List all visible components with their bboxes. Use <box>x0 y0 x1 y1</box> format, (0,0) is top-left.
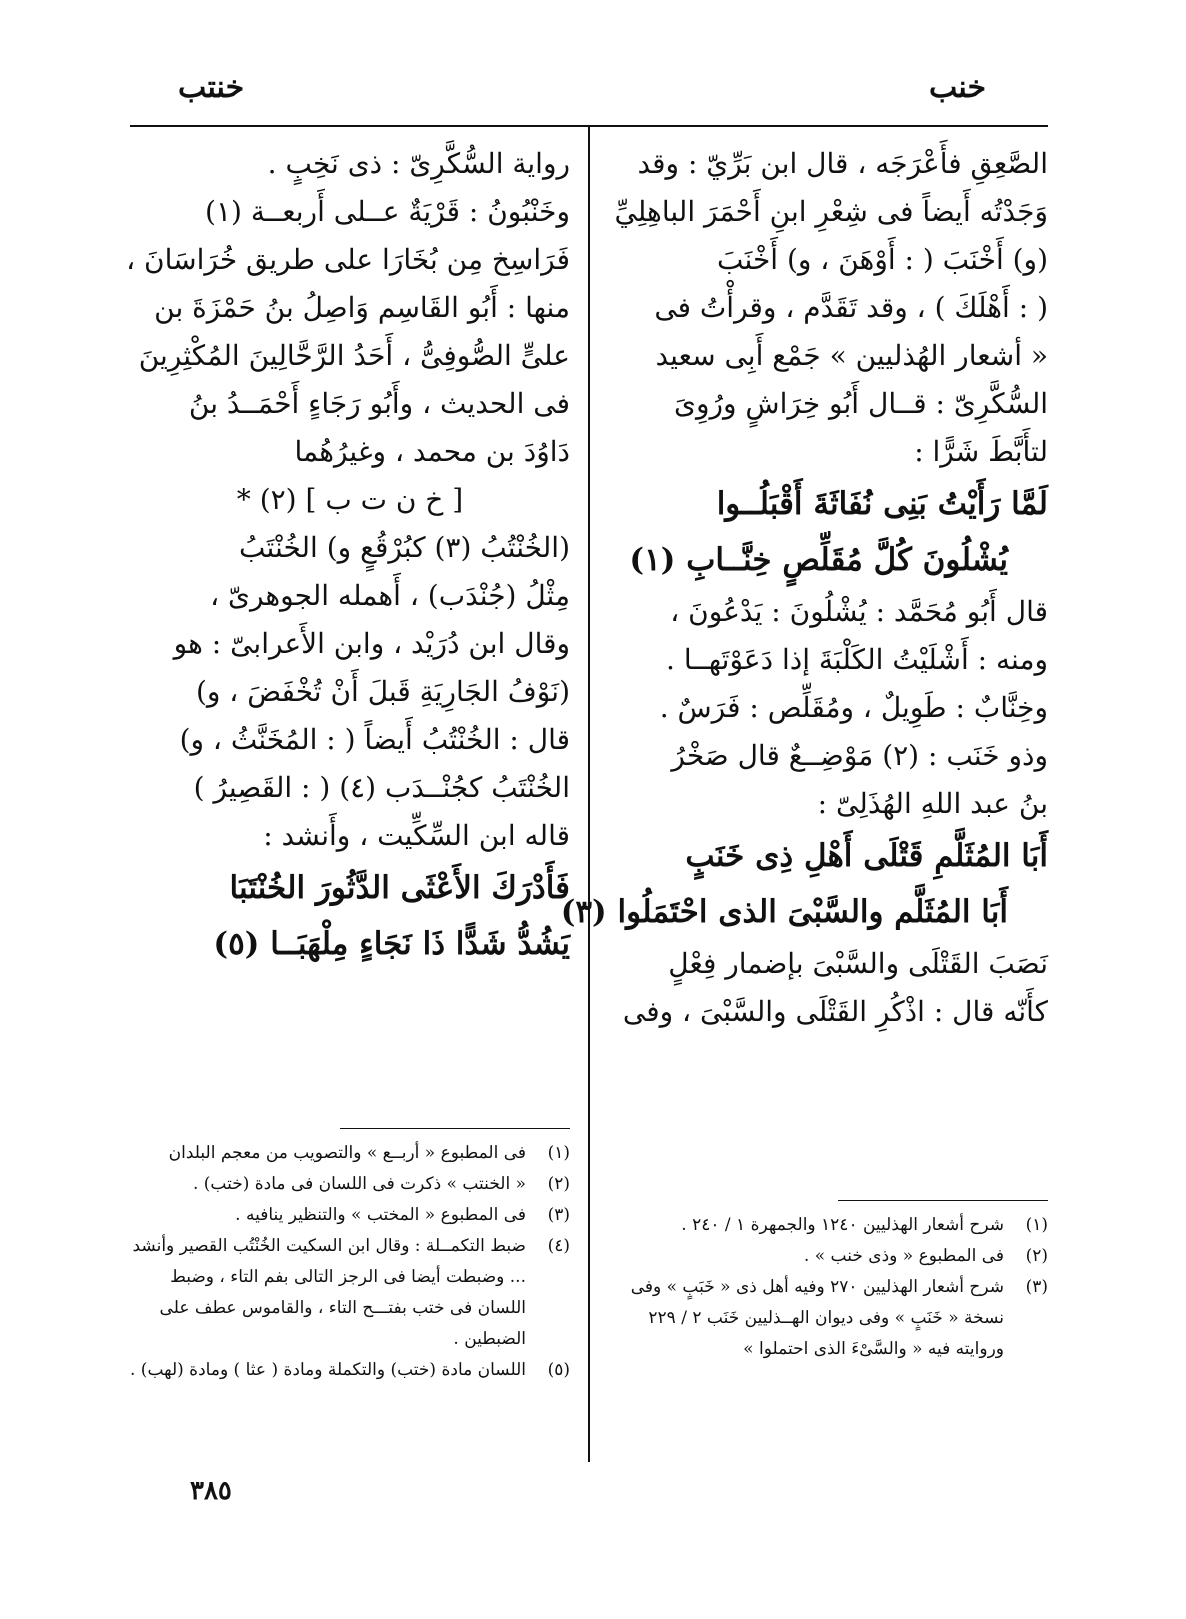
verse-line: لَمَّا رَأَيْتُ بَنِى نُفَاثَةَ أَقْبَلُــوا <box>716 486 1048 522</box>
footnote <box>612 1272 1048 1365</box>
column-divider <box>588 127 590 1462</box>
text-line: وخِنَّابٌ : طَوِيلٌ ، ومُقَلِّص : فَرَسٌ . <box>659 691 1048 724</box>
footnote <box>130 1169 570 1200</box>
footnote-rule-left <box>340 1128 570 1129</box>
text-line: (الخُنْتُبُ (٣) كبُرْقُعٍ و) الخُنْتَبُ <box>239 531 570 564</box>
text-line: (و) أَخْنَبَ ( : أَوْهَنَ ، و) أَخْنَبَ <box>717 243 1048 276</box>
footnotes-left <box>130 1138 570 1386</box>
running-header-right: خنب <box>928 70 986 105</box>
text-line: لتأَبَّطَ شَرًّا : <box>914 435 1048 468</box>
footnote-text: ضبط التكمــلة : وقال ابن السكيت الخُنْتُب القصير وأنشد ... وضبطت أيضا فى الرجز التالى بفم التاء ، وضبط اللسان فى ختب بفتـــح التاء ، والقاموس عطف على الضبطين . <box>132 1236 526 1349</box>
footnote-text: فى المطبوع « أربــع » والتصويب من معجم البلدان <box>168 1143 526 1163</box>
footnote-number: (١) <box>1025 1215 1048 1235</box>
footnote-number: (٣) <box>1025 1277 1048 1297</box>
text-line: الصَّعِقِ فأَعْرَجَه ، قال ابن بَرِّيّ : وقد <box>637 147 1048 180</box>
footnotes-right <box>612 1210 1048 1365</box>
text-line: دَاوُدَ بن محمد ، وغيرُهُما <box>294 435 570 468</box>
text-line: وذو خَنَب : (٢) مَوْضِــعٌ قال صَخْرُ <box>671 739 1048 772</box>
text-line: قاله ابن السِّكِّيت ، وأَنشد : <box>263 819 570 852</box>
verse-line: يَشُدُّ شَدًّا ذَا نَجَاءٍ مِلْهَبَــا (٥) <box>213 926 570 962</box>
right-column <box>560 140 1048 1036</box>
text-line: فَرَاسِخ مِن بُخَارَا على طريق خُرَاسَانَ ، <box>126 243 570 276</box>
text-line: بنُ عبد اللهِ الهُذَلِىّ : <box>817 787 1048 820</box>
footnote-text: شرح أشعار الهذليين ٢٧٠ وفيه أهل ذى « خَبَبٍ » وفى نسخة « خَنَبٍ » وفى ديوان الهــذليين خَنَب ٢ / ٢٢٩ وروايته فيه « والسَّىْءَ الذى احتملوا » <box>630 1277 1004 1359</box>
text-line: (نَوْفُ الجَارِيَةِ قَبلَ أَنْ تُخْفَضَ ، و) <box>195 675 570 708</box>
text-line: السُّكَّرِىّ : قــال أَبُو خِرَاشٍ ورُوِىَ <box>674 387 1048 420</box>
footnote-text: « الخنتب » ذكرت فى اللسان فى مادة (ختب) . <box>192 1174 526 1194</box>
verse-line: أَبَا المُثَلَّمِ قَتْلَى أَهْلِ ذِى خَنَبٍ <box>685 838 1048 874</box>
verse-line: يُشْلُونَ كُلَّ مُقَلِّصٍ خِنَّــابِ (١) <box>629 542 1008 578</box>
text-line: الخُنْتَبُ كجُنْــدَب (٤) ( : القَصِيرُ ) <box>193 771 570 804</box>
text-line: قال أَبُو مُحَمَّد : يُشْلُونَ : يَدْعُونَ ، <box>670 595 1048 628</box>
text-line: وَجَدْتُه أَيضاً فى شِعْرِ ابنِ أَحْمَرَ الباهِلِيِّ <box>614 195 1048 228</box>
footnote <box>130 1138 570 1169</box>
text-line: رواية السُّكَّرِىّ : ذى نَخِبٍ . <box>267 147 570 180</box>
text-line: ومنه : أَشْلَيْتُ الكَلْبَةَ إذا دَعَوْتَهــا . <box>666 643 1048 676</box>
text-line: وقال ابن دُرَيْد ، وابن الأَعرابىّ : هو <box>173 627 570 660</box>
left-column <box>126 140 570 972</box>
text-line: قال : الخُنْتُبُ أَيضاً ( : المُخَنَّثُ ، و) <box>179 723 570 756</box>
footnote <box>612 1210 1048 1241</box>
text-line: منها : أَبُو القَاسِم وَاصِلُ بنُ حَمْزَةَ بن <box>154 291 570 324</box>
footnote-rule-right <box>838 1200 1048 1201</box>
footnote-number: (٥) <box>547 1360 570 1380</box>
verse-line: أَبَا المُثَلَّم والسَّبْىَ الذى احْتَمَلُوا (٣) <box>560 894 1008 930</box>
footnote <box>130 1355 570 1386</box>
text-line: فى الحديث ، وأَبُو رَجَاءٍ أَحْمَــدُ بنُ <box>188 387 570 420</box>
footnote-number: (١) <box>547 1143 570 1163</box>
text-line: « أشعار الهُذليين » جَمْع أَبِى سعيد <box>655 339 1048 372</box>
footnote-text: فى المطبوع « المختب » والتنظير ينافيه . <box>235 1205 526 1225</box>
page-number: ٣٨٥ <box>190 1476 232 1506</box>
footnote-text: شرح أشعار الهذليين ١٢٤٠ والجمهرة ١ / ٢٤٠ . <box>681 1215 1004 1235</box>
footnote-number: (٤) <box>547 1236 570 1256</box>
entry-heading: [ خ ن ت ب ] (٢) * <box>236 483 464 516</box>
running-header-left: خنتب <box>178 70 245 105</box>
footnote-text: اللسان مادة (ختب) والتكملة ومادة ( عثا ) ومادة (لهب) . <box>130 1360 526 1380</box>
text-line: كأَنّه قال : اذْكُرِ القَتْلَى والسَّبْىَ ، وفى <box>622 995 1048 1028</box>
verse-line: فَأَدْرَكَ الأَعْثَى الدَّثُورَ الخُنْتَبَا <box>229 870 570 906</box>
text-line: مِثْلُ (جُنْدَب) ، أَهمله الجوهرىّ ، <box>210 579 570 612</box>
text-line: علىٍّ الصُّوفِىُّ ، أَحَدُ الرَّحَّالِينَ المُكْثِرِينَ <box>138 339 570 372</box>
footnote <box>130 1200 570 1231</box>
footnote <box>612 1241 1048 1272</box>
footnote-number: (٢) <box>547 1174 570 1194</box>
footnote-number: (٣) <box>547 1205 570 1225</box>
text-line: ( : أَهْلَكَ ) ، وقد تَقَدَّم ، وقرأْتُ فى <box>654 291 1048 324</box>
footnote-text: فى المطبوع « وذى خنب » . <box>803 1246 1004 1266</box>
footnote <box>130 1231 570 1355</box>
footnote-number: (٢) <box>1025 1246 1048 1266</box>
text-line: وخَنْبُونُ : قَرْيَةٌ عــلى أَربعــة (١) <box>205 195 570 228</box>
text-line: نَصَبَ القَتْلَى والسَّبْىَ بإضمار فِعْلٍ <box>668 947 1048 980</box>
